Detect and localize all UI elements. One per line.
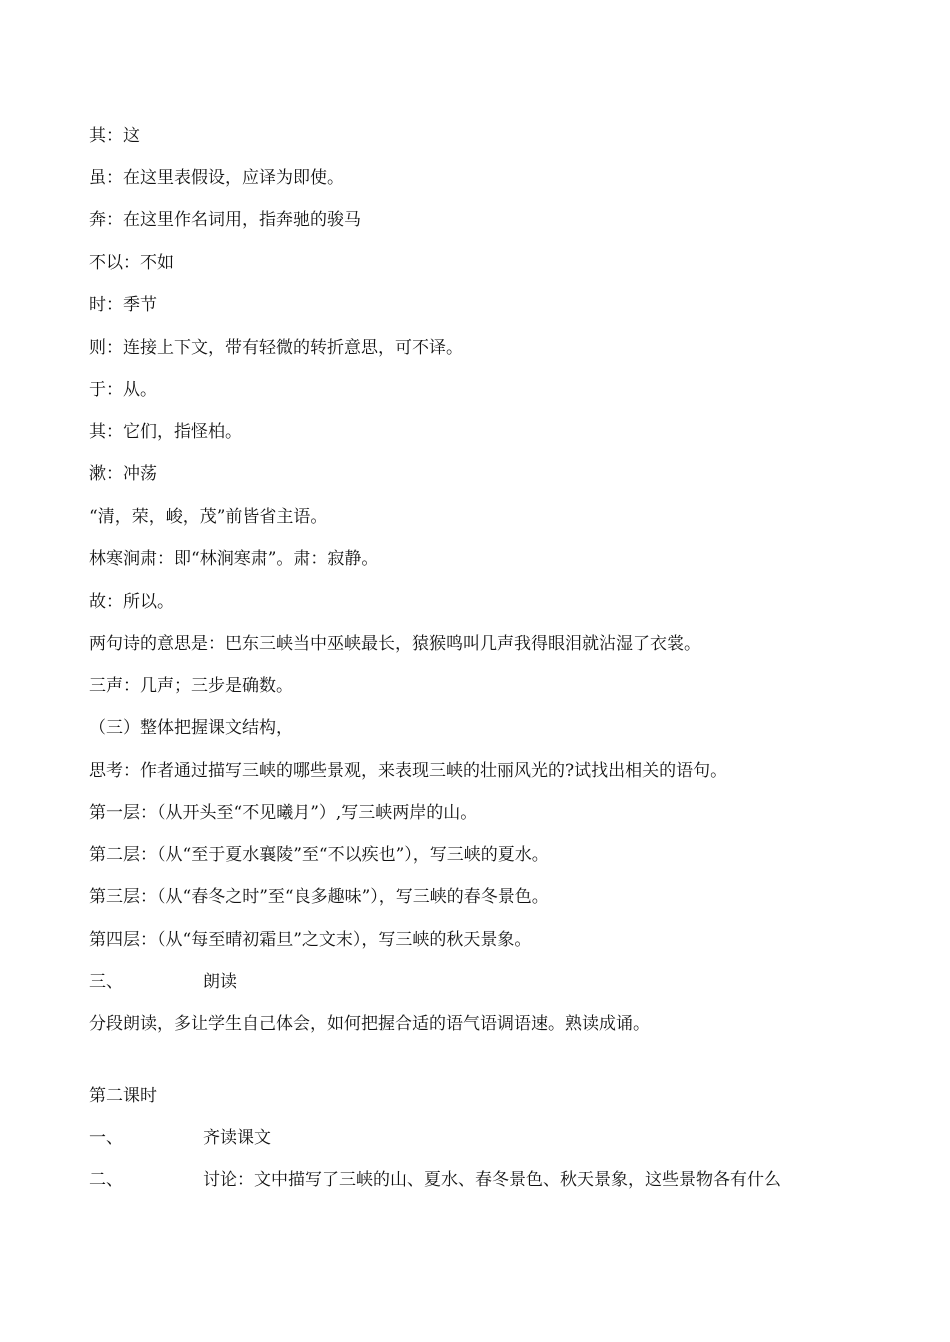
gloss-line-yu: 于：从。 [89, 380, 157, 400]
item-number: 一、 [89, 1128, 123, 1148]
item-text: 讨论：文中描写了三峡的山、夏水、春冬景色、秋天景象，这些景物各有什么 [203, 1170, 781, 1190]
thinking-question: 思考：作者通过描写三峡的哪些景观，来表现三峡的壮丽风光的?试找出相关的语句。 [89, 761, 728, 781]
gloss-line-sansheng: 三声：几声；三步是确数。 [89, 676, 293, 696]
item-number: 二、 [89, 1170, 123, 1190]
gloss-line-linhan: 林寒涧肃：即“林涧寒肃”。肃：寂静。 [89, 549, 379, 569]
layer-two-line: 第二层：（从“至于夏水襄陵”至“不以疾也”），写三峡的夏水。 [89, 845, 549, 865]
section-reading-heading [89, 971, 237, 993]
gloss-line-qi-2: 其：它们，指怪柏。 [89, 422, 242, 442]
gloss-line-subject: “清，荣，峻，茂”前皆省主语。 [89, 507, 328, 527]
layer-four-line: 第四层：（从“每至晴初霜旦”之文末），写三峡的秋天景象。 [89, 930, 532, 950]
gloss-line-sui: 虽：在这里表假设，应译为即使。 [89, 168, 344, 188]
section-number: 三、 [89, 972, 123, 992]
poem-meaning-line: 两句诗的意思是：巴东三峡当中巫峡最长，猿猴鸣叫几声我得眼泪就沾湿了衣裳。 [89, 634, 701, 654]
section-title: 朗读 [203, 972, 237, 992]
gloss-line-shi: 时：季节 [89, 295, 157, 315]
layer-one-line: 第一层：（从开头至“不见曦月”）,写三峡两岸的山。 [89, 803, 478, 823]
gloss-line-qi: 其：这 [89, 126, 140, 146]
gloss-line-buyi: 不以：不如 [89, 253, 174, 273]
item-text: 齐读课文 [203, 1128, 271, 1148]
gloss-line-ze: 则：连接上下文，带有轻微的转折意思，可不译。 [89, 338, 463, 358]
layer-three-line: 第三层：（从“春冬之时”至“良多趣味”），写三峡的春冬景色。 [89, 887, 549, 907]
gloss-line-ben: 奔：在这里作名词用，指奔驰的骏马 [89, 210, 361, 230]
gloss-line-shu: 漱：冲荡 [89, 464, 157, 484]
reading-note: 分段朗读，多让学生自己体会，如何把握合适的语气语调语速。熟读成诵。 [89, 1014, 650, 1034]
section-heading-structure: （三）整体把握课文结构， [89, 718, 293, 738]
gloss-line-gu: 故：所以。 [89, 592, 174, 612]
lesson-two-item-2 [89, 1169, 781, 1191]
lesson-two-item-1 [89, 1127, 271, 1149]
lesson-two-heading: 第二课时 [89, 1086, 157, 1106]
